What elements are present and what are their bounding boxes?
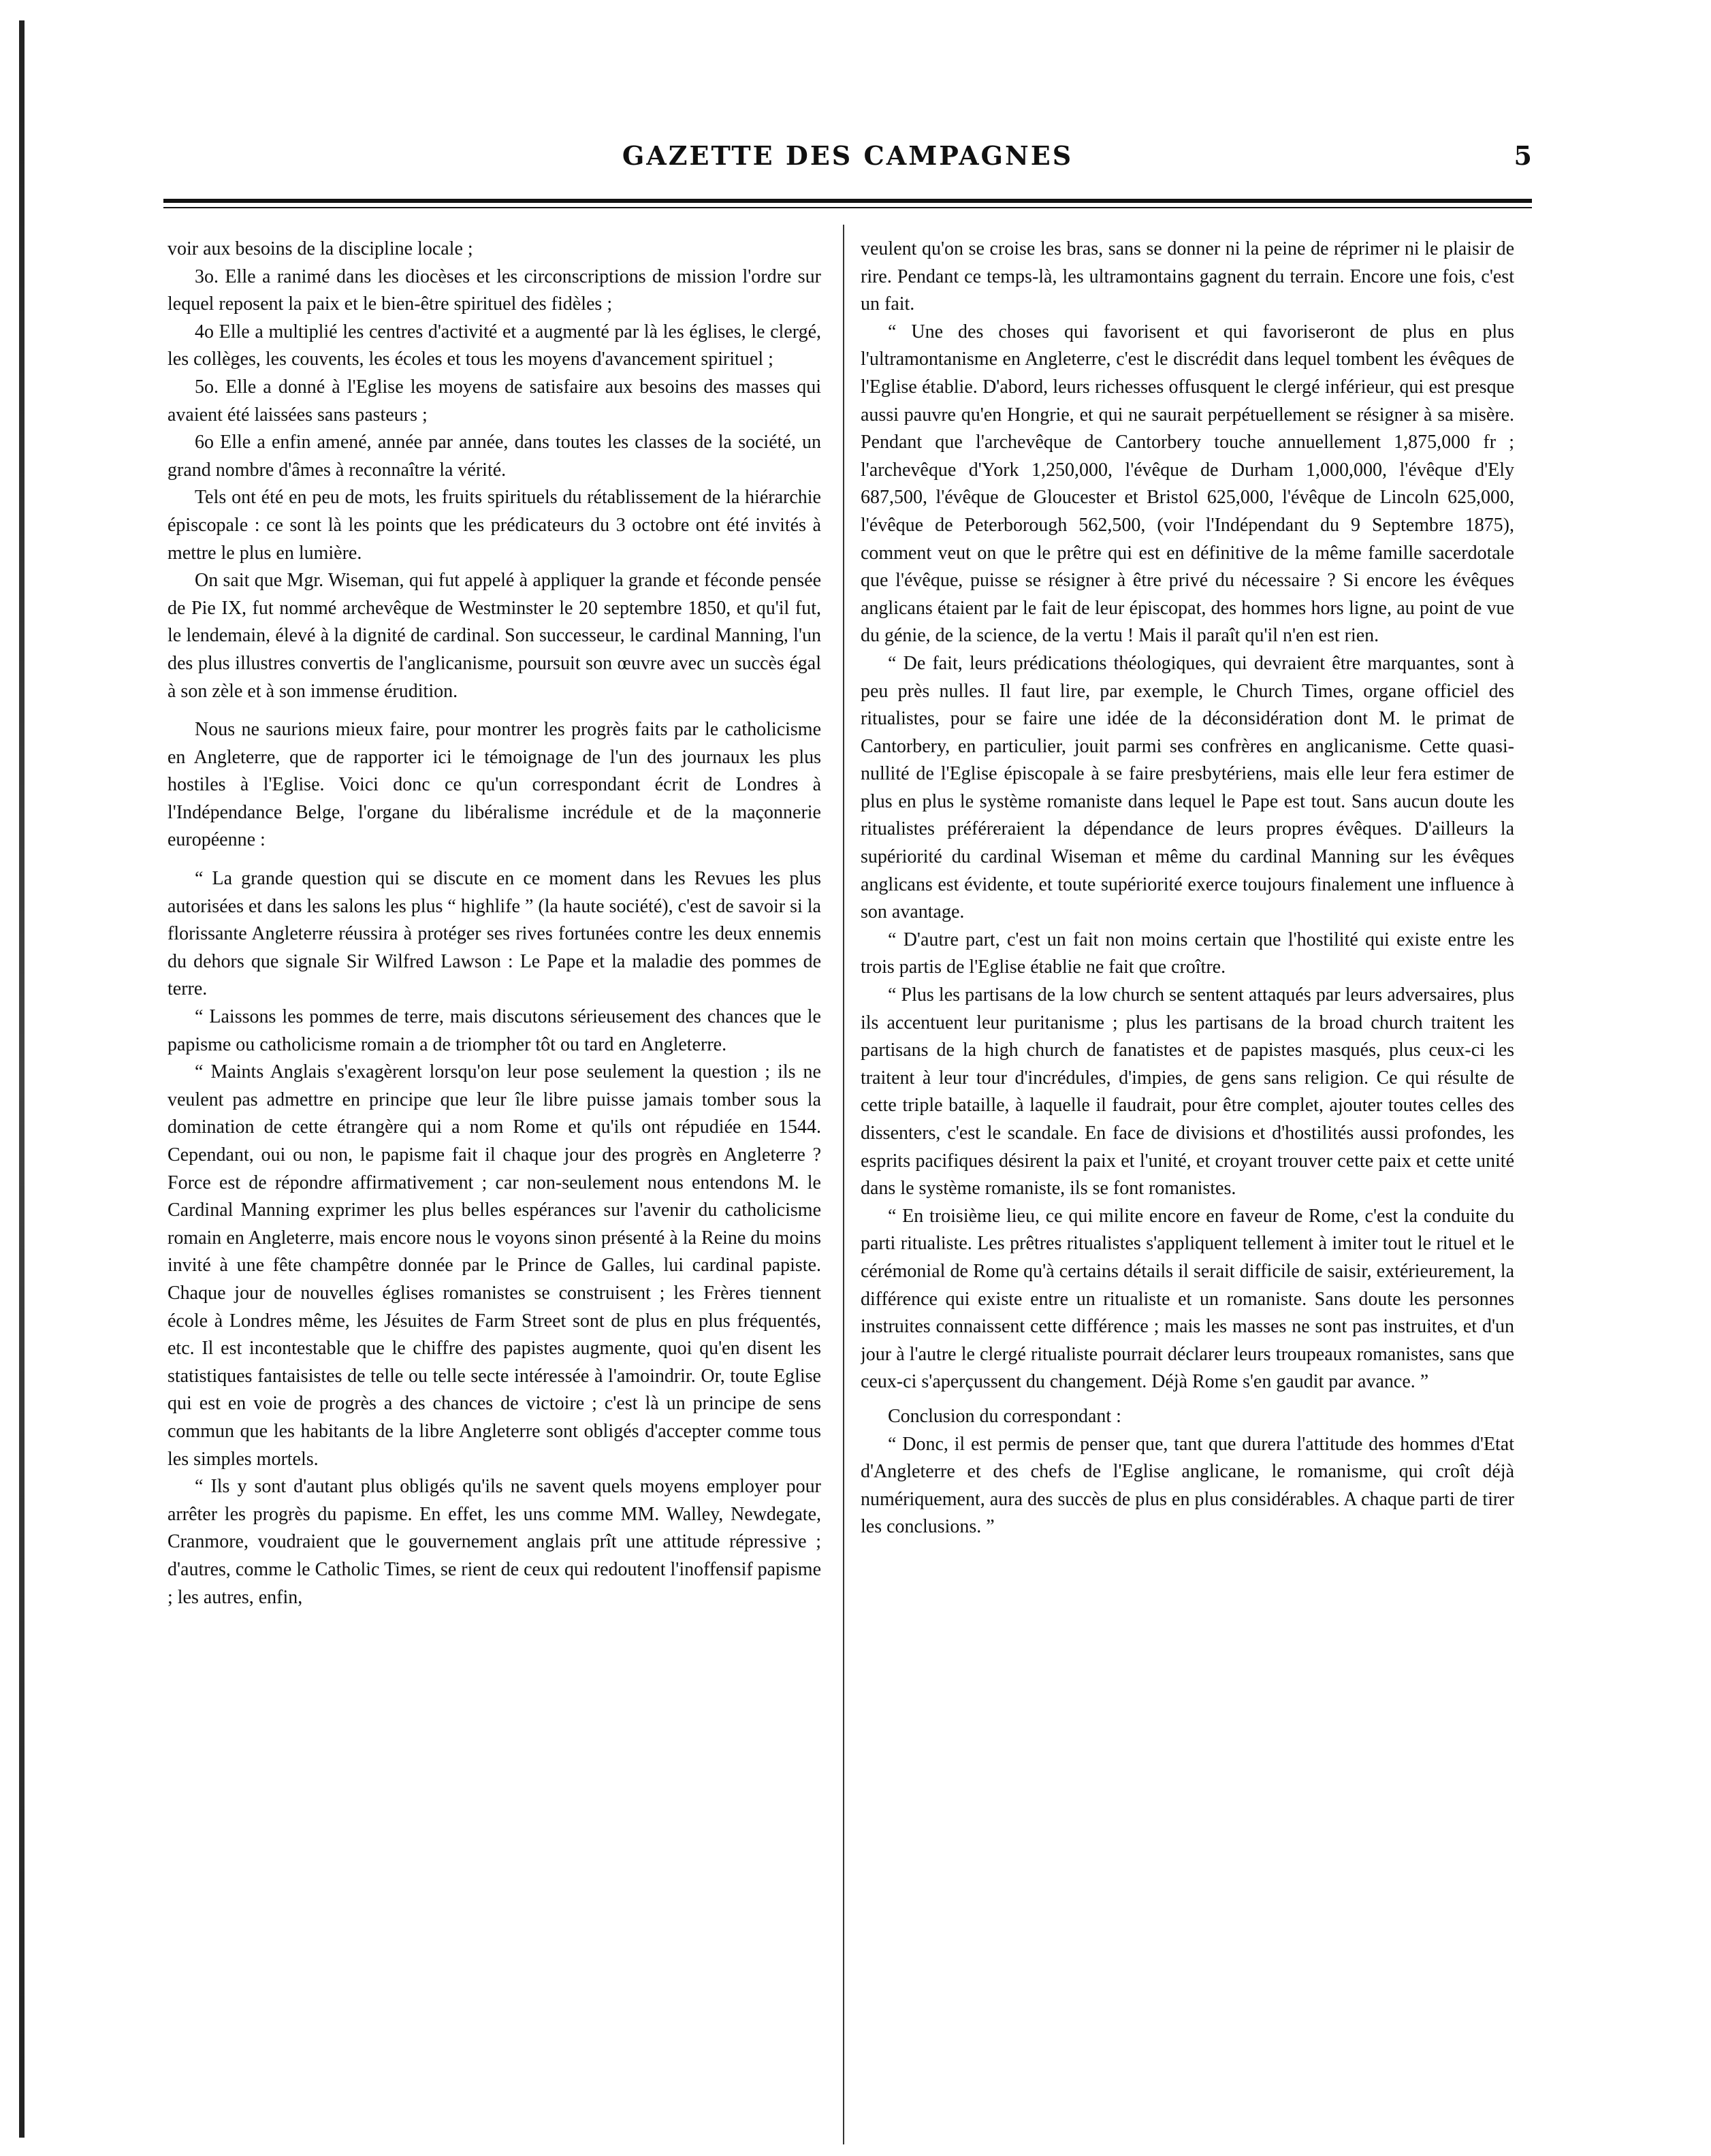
paragraph: voir aux besoins de la discipline locale ; — [167, 238, 473, 259]
paragraph: “ D'autre part, c'est un fait non moins certain que l'hostilité qui existe entre les trois partis de l'Eglise établie ne fait que croître. — [861, 929, 1514, 978]
right-column — [861, 236, 1514, 2135]
section-heading: Conclusion du correspondant : — [888, 1405, 1121, 1427]
paragraph: “ De fait, leurs prédications théologiques, qui devraient être marquantes, sont à peu près nulles. Il faut lire, par exemple, le Church Times, organe officiel des ritualistes, pour se faire une idée de la déconsidération dont M. le primat de Cantorbery, en particulier, jouit parmi ses confrères en anglicanisme. Cette quasi-nullité de l'Eglise épiscopale à se faire presbytériens, mais elle leur fera estimer de plus en plus le système romaniste dans lequel le Pape est tout. Sans aucun doute les ritualistes préféreraient la dépendance de leurs propres évêques. D'ailleurs la supériorité du cardinal Wiseman et même du cardinal Manning sur les évêques anglicans est évidente, et toute supériorité exerce toujours finalement une influence à son avantage. — [861, 652, 1514, 923]
paragraph: “ Une des choses qui favorisent et qui favoriseront de plus en plus l'ultramontanisme en Angleterre, c'est le discrédit dans lequel tombent les évêques de l'Eglise établie. D'abord, leurs richesses offusquent le clergé inférieur, qui est presque aussi pauvre qu'en Hongrie, et qui ne saurait perpétuellement se résigner à sa misère. Pendant que l'archevêque de Cantorbery touche annuellement 1,875,000 fr ; l'archevêque d'York 1,250,000, l'évêque de Durham 1,000,000, l'évêque d'Ely 687,500, l'évêque de Gloucester et Bristol 625,000, l'évêque de Lincoln 625,000, l'évêque de Peterborough 562,500, (voir l'Indépendant du 9 Septembre 1875), comment veut on que le prêtre qui est en définitive de la même famille sacerdotale que l'évêque, puisse se résigner à être privé du nécessaire ? Si encore les évêques anglicans étaient par le fait de leur épiscopat, des hommes hors ligne, au point de vue du génie, de la science, de la vertu ! Mais il paraît qu'il n'en est rien. — [861, 321, 1514, 647]
paragraph: “ Laissons les pommes de terre, mais discutons sérieusement des chances que le papisme ou catholicisme romain a de triompher tôt ou tard en Angleterre. — [167, 1006, 821, 1055]
header-rule-thin — [163, 207, 1532, 208]
paragraph: “ En troisième lieu, ce qui milite encore en faveur de Rome, c'est la conduite du parti ritualiste. Les prêtres ritualistes s'appliquent tellement à imiter tout le rituel et le cérémonial de Rome qu'à certains détails il serait difficile de saisir, extérieurement, la différence qui existe entre un ritualiste et un romaniste. Sans doute les personnes instruites connaissent cette différence ; mais les masses ne sont pas instruites, et d'un jour à l'autre le clergé ritualiste pourrait déclarer leurs troupeaux romanistes, sans que ceux-ci s'aperçussent du changement. Déjà Rome s'en gaudit par avance. ” — [861, 1205, 1514, 1393]
column-divider — [843, 225, 844, 2144]
paragraph: “ Donc, il est permis de penser que, tant que durera l'attitude des hommes d'Etat d'Angleterre et des chefs de l'Eglise anglicane, le romanisme, qui croît déjà numériquement, aura des succès de plus en plus considérables. A chaque parti de tirer les conclusions. ” — [861, 1433, 1514, 1538]
paragraph: 3o. Elle a ranimé dans les diocèses et les circonscriptions de mission l'ordre sur lequel reposent la paix et le bien-être spirituel des fidèles ; — [167, 266, 821, 315]
paragraph: veulent qu'on se croise les bras, sans se donner ni la peine de réprimer ni le plaisir de rire. Pendant ce temps-là, les ultramontains gagnent du terrain. Encore une fois, c'est un fait. — [861, 238, 1514, 315]
paragraph: Nous ne saurions mieux faire, pour montrer les progrès faits par le catholicisme en Angleterre, que de rapporter ici le témoignage de l'un des journaux les plus hostiles à l'Eglise. Voici donc ce qu'un correspondant écrit de Londres à l'Indépendance Belge, l'organe du libéralisme incrédule et de la maçonnerie européenne : — [167, 719, 821, 851]
paragraph: On sait que Mgr. Wiseman, qui fut appelé à appliquer la grande et féconde pensée de Pie IX, fut nommé archevêque de Westminster le 20 septembre 1850, et qu'il fut, le lendemain, élevé à la dignité de cardinal. Son successeur, le cardinal Manning, l'un des plus illustres convertis de l'anglicanisme, poursuit son œuvre avec un succès égal à son zèle et à son immense érudition. — [167, 570, 821, 702]
paragraph: 5o. Elle a donné à l'Eglise les moyens de satisfaire aux besoins des masses qui avaient été laissées sans pasteurs ; — [167, 376, 821, 425]
paragraph: 6o Elle a enfin amené, année par année, dans toutes les classes de la société, un grand nombre d'âmes à reconnaître la vérité. — [167, 432, 821, 481]
newspaper-title: GAZETTE DES CAMPAGNES — [622, 140, 1074, 171]
page-number: 5 — [1514, 140, 1532, 171]
left-column — [167, 236, 821, 2135]
page-header — [163, 136, 1532, 184]
margin-rule — [19, 20, 25, 2138]
paragraph: “ Maints Anglais s'exagèrent lorsqu'on leur pose seulement la question ; ils ne veulent pas admettre en principe que leur île libre puisse jamais tomber sous la domination de cette étrangère qui a nom Rome et qu'ils ont répudiée en 1544. Cependant, oui ou non, le papisme fait il chaque jour des progrès en Angleterre ? Force est de répondre affirmativement ; car non-seulement nous entendons M. le Cardinal Manning exprimer les plus belles espérances sur l'avenir du catholicisme romain en Angleterre, mais encore nous le voyons sinon présenté à la Reine du moins invité à une fête champêtre donnée par le Prince de Galles, lui cardinal papiste. Chaque jour de nouvelles églises romanistes se construisent ; les Frères tiennent école à Londres même, les Jésuites de Farm Street sont de plus en plus fréquentés, etc. Il est incontestable que le chiffre des papistes augmente, quoi qu'en disent les statistiques fantaisistes de telle ou telle secte intéressée à l'amoindrir. Or, toute Eglise qui est en voie de progrès a des chances de victoire ; c'est là un principe de sens commun que les habitants de la libre Angleterre sont obligés d'accepter comme tous les simples mortels. — [167, 1061, 821, 1470]
header-rule-thick — [163, 199, 1532, 203]
paragraph: 4o Elle a multiplié les centres d'activité et a augmenté par là les églises, le clergé, les collèges, les couvents, les écoles et tous les moyens d'avancement spirituel ; — [167, 321, 821, 370]
paragraph: “ La grande question qui se discute en ce moment dans les Revues les plus autorisées et dans les salons les plus “ highlife ” (la haute société), c'est de savoir si la florissante Angleterre réussira à protéger ses rives fortunées contre les deux ennemis du dehors que signale Sir Wilfred Lawson : Le Pape et la maladie des pommes de terre. — [167, 868, 821, 1000]
paragraph: “ Ils y sont d'autant plus obligés qu'ils ne savent quels moyens employer pour arrêter les progrès du papisme. En effet, les uns comme MM. Walley, Newdegate, Cranmore, voudraient que le gouvernement anglais prît une attitude répressive ; d'autres, comme le Catholic Times, se rient de ceux qui redoutent l'inoffensif papisme ; les autres, enfin, — [167, 1476, 821, 1608]
paragraph: “ Plus les partisans de la low church se sentent attaqués par leurs adversaires, plus ils accentuent leur puritanisme ; plus les partisans de la broad church traitent les partisans de la high church de fanatistes et de papistes masqués, plus ceux-ci les traitent à leur tour d'incrédules, d'impies, de gens sans religion. Ce qui résulte de cette triple bataille, à laquelle il faudrait, pour être complet, ajouter toutes celles des dissenters, c'est le scandale. En face de divisions et d'hostilités aussi profondes, les esprits pacifiques désirent la paix et l'unité, et croyant trouver cette paix et cette unité dans le système romaniste, ils se font romanistes. — [861, 984, 1514, 1200]
paragraph: Tels ont été en peu de mots, les fruits spirituels du rétablissement de la hiérarchie épiscopale : ce sont là les points que les prédicateurs du 3 octobre ont été invités à mettre le plus en lumière. — [167, 487, 821, 564]
